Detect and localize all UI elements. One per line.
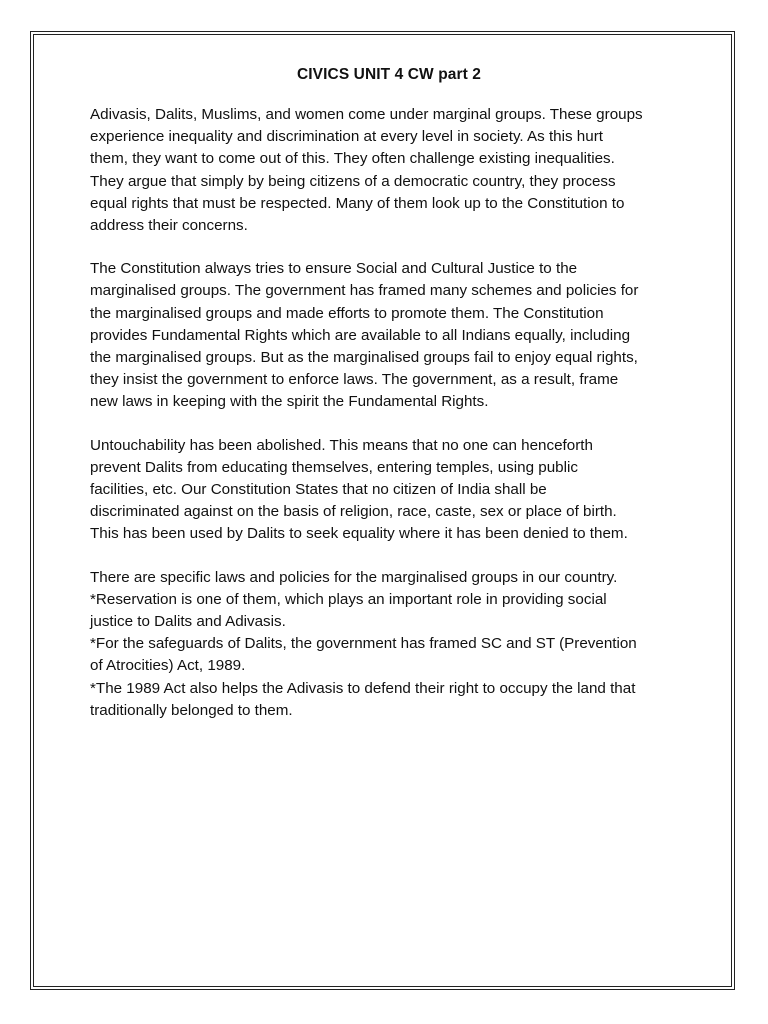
paragraph-marginal-groups: Adivasis, Dalits, Muslims, and women come under marginal groups. These groups experience inequality and discrimination at every level in society. As this hurt them, they want to come out of this. They often challenge existing inequalities. They argue that simply by being citizens of a democratic country, they process equal rights that must be respected. Many of them look up to the Constitution to address their concerns. xyxy=(90,106,643,235)
paragraph-untouchability: Untouchability has been abolished. This means that no one can henceforth prevent Dalits from educating themselves, entering temples, using public facilities, etc. Our Constitution States that no citizen of India shall be discriminated against on the basis of religion, race, caste, sex or place of birth. This has been used by Dalits to seek equality where it has been denied to them. xyxy=(90,436,628,543)
paragraph-laws-and-policies: There are specific laws and policies for the marginalised groups in our country. *Reservation is one of them, which plays an important role in providing social justice to Dalits and Adivasis. *For the safeguards of Dalits, the government has framed SC and ST (Prevention of Atrocities) Act, 1989. *The 1989 Act also helps the Adivasis to defend their right to occupy the land that traditionally belonged to them. xyxy=(90,568,637,719)
document-title: CIVICS UNIT 4 CW part 2 xyxy=(296,66,482,83)
paragraph-constitution-justice: The Constitution always tries to ensure Social and Cultural Justice to the marginalised groups. The government has framed many schemes and policies for the marginalised groups and made efforts to promote them. The Constitution provides Fundamental Rights which are available to all Indians equally, including the marginalised groups. But as the marginalised groups fail to enjoy equal rights, they insist the government to enforce laws. The government, as a result, frame new laws in keeping with the spirit the Fundamental Rights. xyxy=(90,260,639,411)
document-body xyxy=(90,64,688,722)
